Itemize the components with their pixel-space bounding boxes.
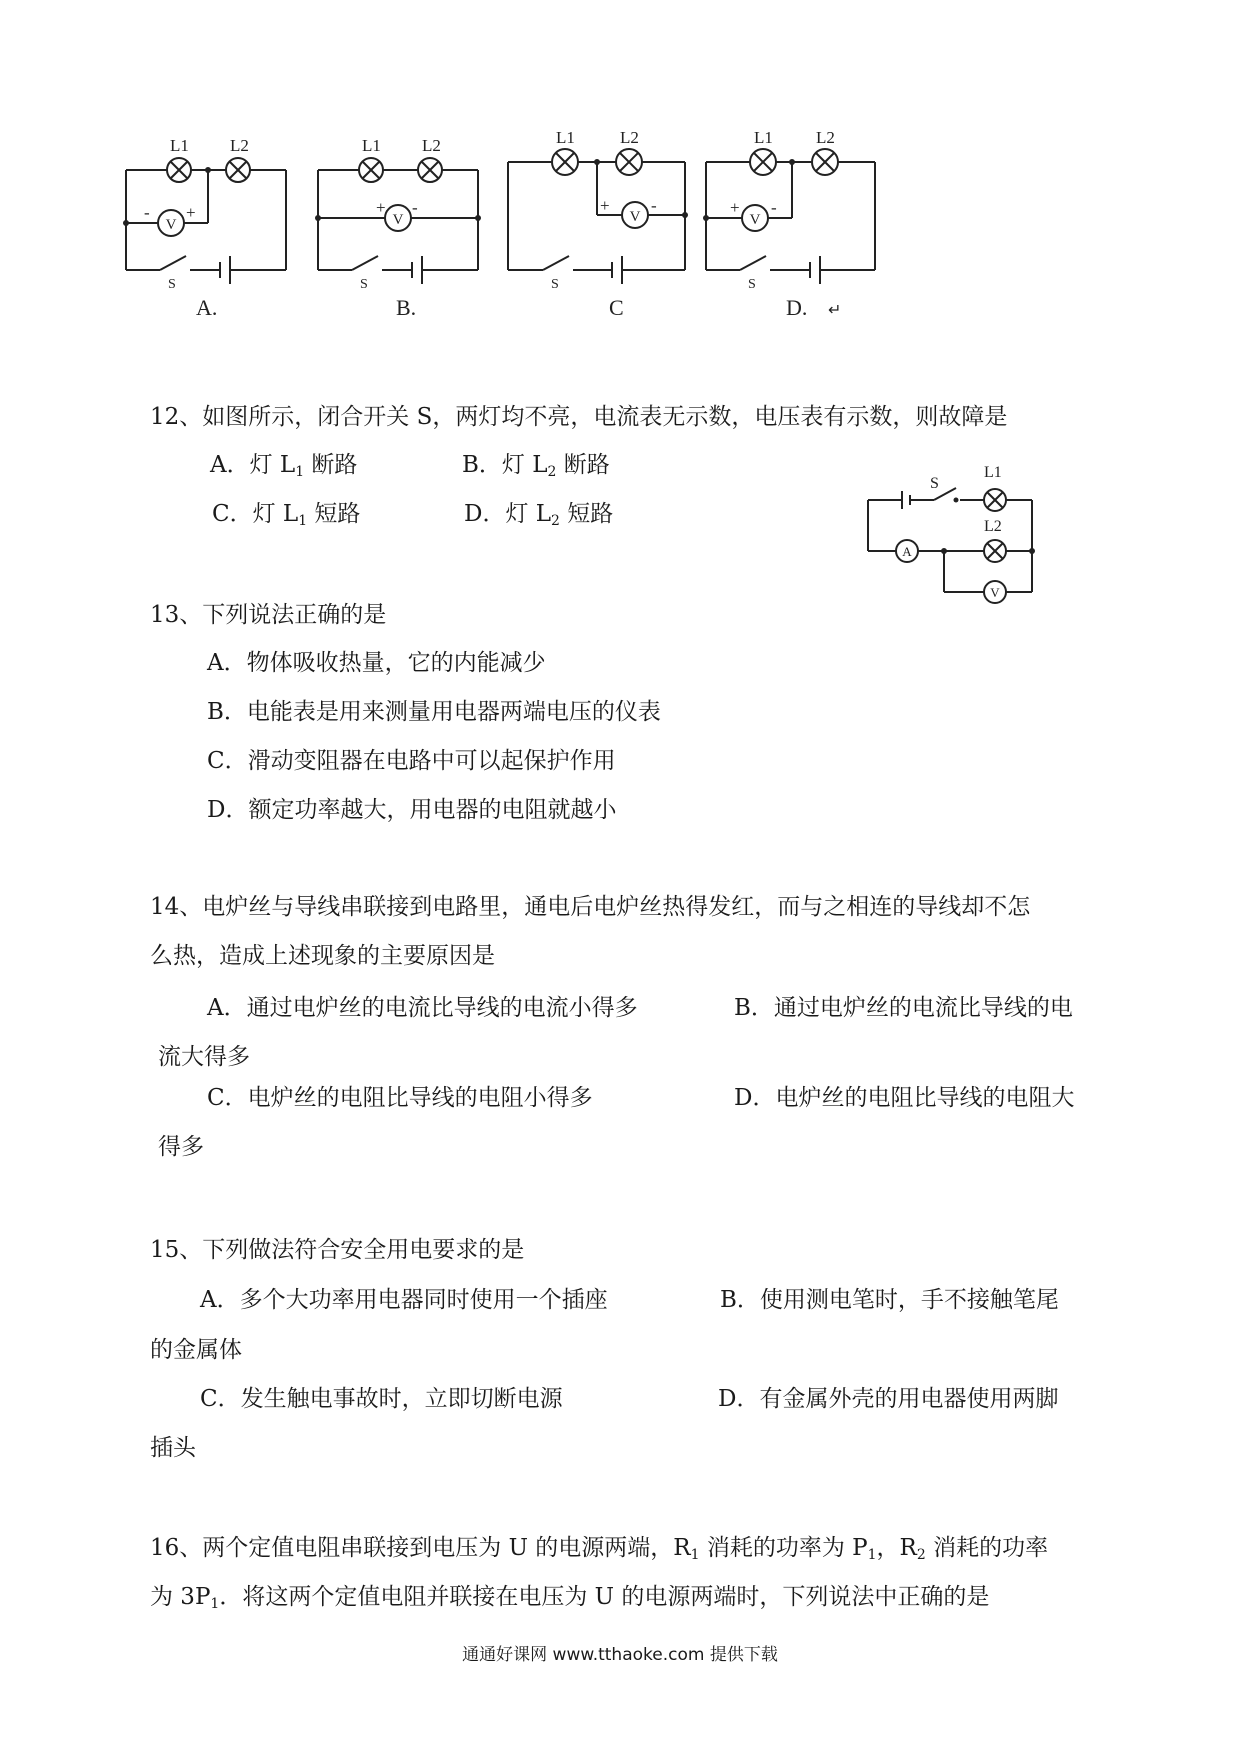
q14-option-b-line2: 流大得多 <box>158 1044 250 1070</box>
svg-text:V: V <box>392 212 404 228</box>
q14-option-d-line2: 得多 <box>158 1134 204 1160</box>
q12-circuit-figure <box>860 455 1040 605</box>
circuit-c-minus: - <box>651 196 657 215</box>
q12-voltmeter-label: V <box>990 585 1000 600</box>
q11-circuit-figures <box>120 125 1000 370</box>
q15-option-d-line1: D．有金属外壳的用电器使用两脚 <box>718 1386 1059 1412</box>
circuit-d-minus: - <box>771 198 777 217</box>
circuit-a-l1: L1 <box>170 136 189 155</box>
q14-option-a: A．通过电炉丝的电流比导线的电流小得多 <box>207 995 638 1021</box>
q15-stem: 15、下列做法符合安全用电要求的是 <box>150 1237 525 1263</box>
circuit-a-switch: S <box>168 277 176 292</box>
q13-option-b: B．电能表是用来测量用电器两端电压的仪表 <box>207 699 661 725</box>
q12-option-b: B．灯 $L_2$ 断路 <box>462 452 610 480</box>
q15-option-c: C．发生触电事故时，立即切断电源 <box>200 1386 563 1412</box>
circuit-b-switch: S <box>360 277 368 292</box>
q15-option-d-line2: 插头 <box>150 1435 196 1461</box>
q14-option-c: C．电炉丝的电阻比导线的电阻小得多 <box>207 1085 593 1111</box>
q15-option-b-line1: B．使用测电笔时，手不接触笔尾 <box>720 1287 1059 1313</box>
circuit-a-caption: A. <box>196 295 218 320</box>
circuit-d-l2: L2 <box>816 128 835 147</box>
q12-switch-label: S <box>930 475 939 492</box>
q12-option-c: C．灯 $L_1$ 短路 <box>212 501 361 529</box>
q15-option-a: A．多个大功率用电器同时使用一个插座 <box>200 1287 608 1313</box>
circuit-d-l1: L1 <box>754 128 773 147</box>
circuit-c <box>508 149 685 284</box>
circuit-b-plus: + <box>376 198 386 217</box>
circuit-c-l1: L1 <box>556 128 575 147</box>
q12-ammeter-label: A <box>902 544 912 559</box>
circuit-b-l1: L1 <box>362 136 381 155</box>
q12-stem: 12、如图所示，闭合开关 S，两灯均不亮，电流表无示数，电压表有示数，则故障是 <box>150 404 1008 430</box>
q14-option-b-line1: B．通过电炉丝的电流比导线的电 <box>734 995 1073 1021</box>
q12-option-a: A．灯 $L_1$ 断路 <box>210 452 358 480</box>
circuit-c-switch: S <box>551 277 559 292</box>
svg-text:V: V <box>749 212 761 228</box>
q14-stem-line2: 么热，造成上述现象的主要原因是 <box>150 943 495 969</box>
q13-option-a: A．物体吸收热量，它的内能减少 <box>207 650 546 676</box>
q13-option-d: D．额定功率越大，用电器的电阻就越小 <box>207 797 617 823</box>
page-footer: 通通好课网 www.tthaoke.com 提供下载 <box>462 1645 778 1665</box>
q16-line1: 16、两个定值电阻串联接到电压为 U 的电源两端，$R_1$ 消耗的功率为 $P_1$，$R_2$ 消耗的功率 <box>150 1535 1049 1563</box>
return-mark: ↵ <box>828 302 842 319</box>
q12-l2-label: L2 <box>984 518 1002 535</box>
q15-option-b-line2: 的金属体 <box>150 1337 242 1363</box>
circuit-a-plus: + <box>186 203 196 222</box>
circuit-b-caption: B. <box>396 295 417 320</box>
q14-stem-line1: 14、电炉丝与导线串联接到电路里，通电后电炉丝热得发红，而与之相连的导线却不怎 <box>150 894 1031 920</box>
q13-option-c: C．滑动变阻器在电路中可以起保护作用 <box>207 748 616 774</box>
circuit-c-l2: L2 <box>620 128 639 147</box>
q13-stem: 13、下列说法正确的是 <box>150 602 387 628</box>
circuit-a-l2: L2 <box>230 136 249 155</box>
circuit-d-switch: S <box>748 277 756 292</box>
svg-text:V: V <box>629 209 641 225</box>
q16-line2: 为 $3P_1$．将这两个定值电阻并联接在电压为 U 的电源两端时，下列说法中正确的是 <box>150 1584 990 1612</box>
q14-option-d-line1: D．电炉丝的电阻比导线的电阻大 <box>734 1085 1075 1111</box>
q12-l1-label: L1 <box>984 464 1002 481</box>
svg-text:V: V <box>165 217 177 233</box>
circuit-c-caption: C <box>609 295 624 320</box>
circuit-d-plus: + <box>730 198 740 217</box>
circuit-b-minus: - <box>412 198 418 217</box>
circuit-b-l2: L2 <box>422 136 441 155</box>
circuit-a-minus: - <box>144 203 150 222</box>
circuit-d-caption: D. <box>786 295 808 320</box>
circuit-c-plus: + <box>600 196 610 215</box>
circuit-a <box>126 158 286 284</box>
q12-option-d: D．灯 $L_2$ 短路 <box>464 501 614 529</box>
